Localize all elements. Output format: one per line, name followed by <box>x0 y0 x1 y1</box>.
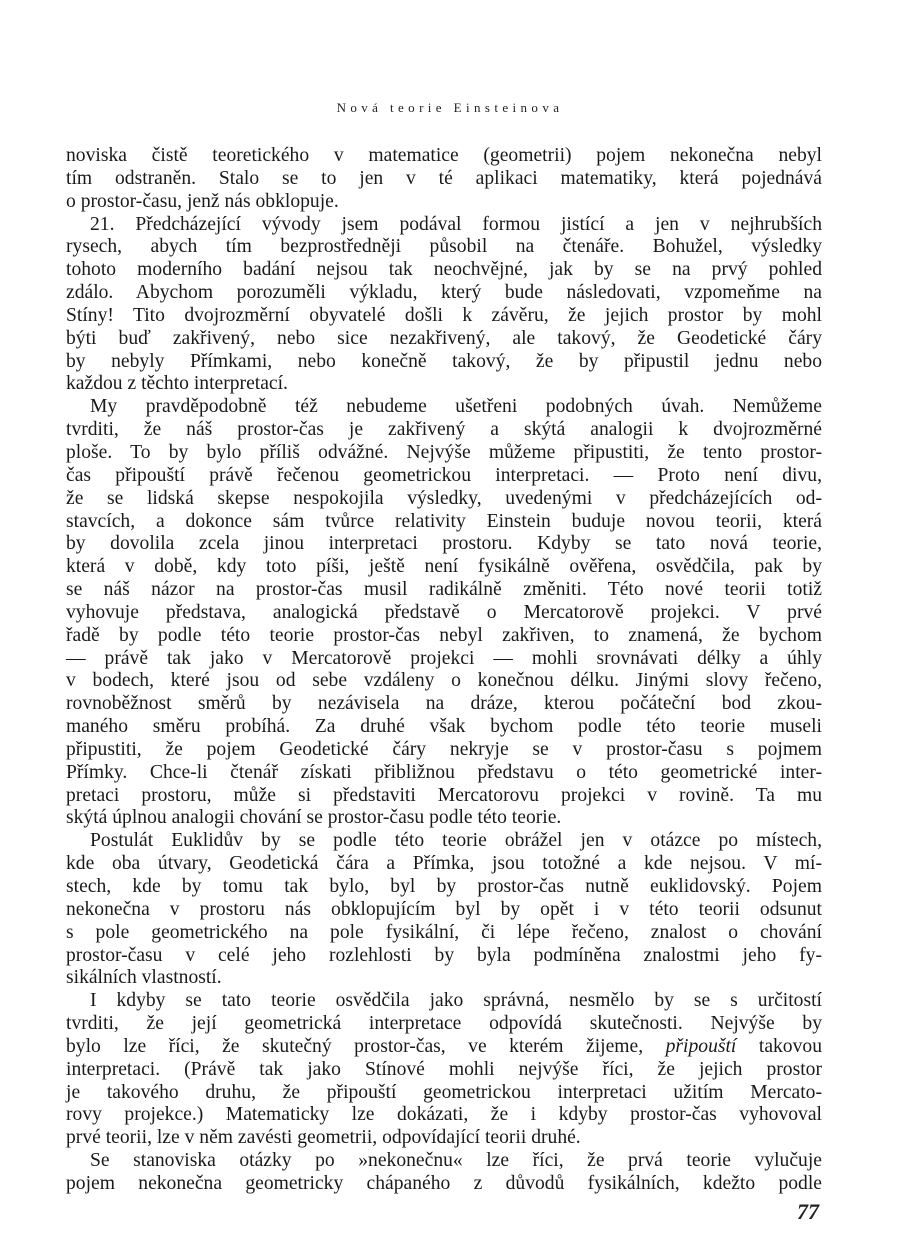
text-line: řadě by podle této teorie prostor-čas nebyl zakřiven, to znamená, že bychom <box>66 624 822 646</box>
text-line: Přímky. Chce-li čtenář získati přibližnou představu o této geometrické inter- <box>66 761 822 783</box>
paragraph <box>66 990 822 1150</box>
text-line: My pravděpodobně též nebudeme ušetřeni podobných úvah. Nemůžeme <box>90 396 822 418</box>
text-line: rysech, abych tím bezprostředněji působil na čtenáře. Bohužel, výsledky <box>66 236 822 258</box>
text-line: ploše. To by bylo příliš odvážné. Nejvýše můžeme připustiti, že tento prostor- <box>66 441 822 463</box>
text-line: prvé teorii, lze v něm zavésti geometrii, odpovídající teorii druhé. <box>66 1127 581 1149</box>
text-line: nekonečna v prostoru nás obklopujícím byl by opět i v této teorii odsunut <box>66 898 822 920</box>
text-line: I kdyby se tato teorie osvědčila jako správná, nesmělo by se s určitostí <box>90 990 822 1012</box>
text-line: rovy projekce.) Matematicky lze dokázati, že i kdyby prostor-čas vyhovoval <box>66 1104 822 1126</box>
text-line: tím odstraněn. Stalo se to jen v té aplikaci matematiky, která pojednává <box>66 167 822 189</box>
text-line: tvrditi, že náš prostor-čas je zakřivený a skýtá analogii k dvojrozměrné <box>66 419 822 441</box>
text-line: 21. Předcházející vývody jsem podával formou jistící a jen v nejhrubších <box>90 213 822 235</box>
text-line: je takového druhu, že připouští geometrickou interpretaci užitím Mercato- <box>66 1081 822 1103</box>
text-line: maného směru probíhá. Za druhé však bychom podle této teorie museli <box>66 716 822 738</box>
text-line: interpretaci. (Právě tak jako Stínové mohli nejvýše říci, že jejich prostor <box>66 1058 822 1080</box>
text-line: kde oba útvary, Geodetická čára a Přímka, jsou totožné a kde nejsou. V mí- <box>66 853 822 875</box>
text-line: — právě tak jako v Mercatorově projekci — mohli srovnávati délky a úhly <box>66 647 822 669</box>
paragraph <box>66 830 822 990</box>
text-line: v bodech, které jsou od sebe vzdáleny o konečnou délku. Jinými slovy řečeno, <box>66 670 822 692</box>
text-line: čas připouští právě řečenou geometrickou interpretaci. — Proto není divu, <box>66 464 822 486</box>
text-line: pojem nekonečna geometricky chápaného z důvodů fysikálních, kdežto podle <box>66 1172 822 1194</box>
page-number: 77 <box>797 1199 819 1224</box>
text-line: býti buď zakřivený, nebo sice nezakřivený, ale takový, že Geodetické čáry <box>66 327 822 349</box>
running-head: Nová teorie Einsteinova <box>336 100 564 115</box>
paragraph <box>66 214 822 397</box>
text-line: zdálo. Abychom porozuměli výkladu, který bude následovati, vzpomeňme na <box>66 282 822 304</box>
text-line: skýtá úplnou analogii chování se prostor-času podle této teorie. <box>66 807 562 829</box>
text-fragment: bylo lze říci, že skutečný prostor-čas, ve kterém žijeme, <box>66 1035 644 1057</box>
text-line: prostor-času v celé jeho rozlehlosti by byla podmíněna znalostmi jeho fy- <box>66 944 822 966</box>
text-line: vyhovuje představa, analogická představě o Mercatorově projekci. V prvé <box>66 601 822 623</box>
text-line: stech, kde by tomu tak bylo, byl by prostor-čas nutně euklidovský. Pojem <box>66 876 822 897</box>
text-line <box>66 1036 822 1059</box>
text-line: s pole geometrického na pole fysikální, či lépe řečeno, znalost o chování <box>66 921 822 943</box>
text-line: Se stanoviska otázky po »nekonečnu« lze říci, že prvá teorie vylučuje <box>90 1150 822 1172</box>
text-line: připustiti, že pojem Geodetické čáry nekryje se v prostor-času s pojmem <box>66 738 822 760</box>
text-line: stavcích, a dokonce sám tvůrce relativity Einstein buduje novou teorii, která <box>66 510 822 532</box>
paragraph <box>66 1150 822 1196</box>
body-text <box>66 145 822 1196</box>
text-line: by dovolila zcela jinou interpretaci prostoru. Kdyby se tato nová teorie, <box>66 533 822 555</box>
text-fragment: takovou <box>758 1035 822 1057</box>
text-line: sikálních vlastností. <box>66 967 222 989</box>
italic-emphasis: připouští <box>665 1035 737 1057</box>
text-line: každou z těchto interpretací. <box>66 373 288 395</box>
text-line: tvrditi, že její geometrická interpretace odpovídá skutečnosti. Nejvýše by <box>66 1013 822 1035</box>
paragraph <box>66 145 822 214</box>
text-line: pretaci prostoru, může si představiti Mercatorovu projekci v rovině. Ta mu <box>66 784 822 806</box>
text-line: tohoto moderního badání nejsou tak neochvějné, jak by se na prvý pohled <box>66 259 822 281</box>
text-line: noviska čistě teoretického v matematice (geometrii) pojem nekonečna nebyl <box>66 145 822 166</box>
text-line: se náš názor na prostor-čas musil radikálně změniti. Této nové teorii totiž <box>66 579 822 601</box>
text-line: rovnoběžnost směrů by nezávisela na dráze, kterou počáteční bod zkou- <box>66 693 822 715</box>
text-line: Postulát Euklidův by se podle této teorie obrážel jen v otázce po místech, <box>90 830 822 852</box>
text-line: by nebyly Přímkami, nebo konečně takový, že by připustil jednu nebo <box>66 350 822 372</box>
text-line: která v době, kdy toto píši, ještě není fysikálně ověřena, osvědčila, pak by <box>66 556 822 578</box>
text-line: o prostor-času, jenž nás obklopuje. <box>66 190 339 212</box>
paragraph <box>66 396 822 830</box>
text-line: že se lidská skepse nespokojila výsledky, uvedenými v předcházejících od- <box>66 487 822 509</box>
text-line: Stíny! Tito dvojrozměrní obyvatelé došli k závěru, že jejich prostor by mohl <box>66 304 822 326</box>
